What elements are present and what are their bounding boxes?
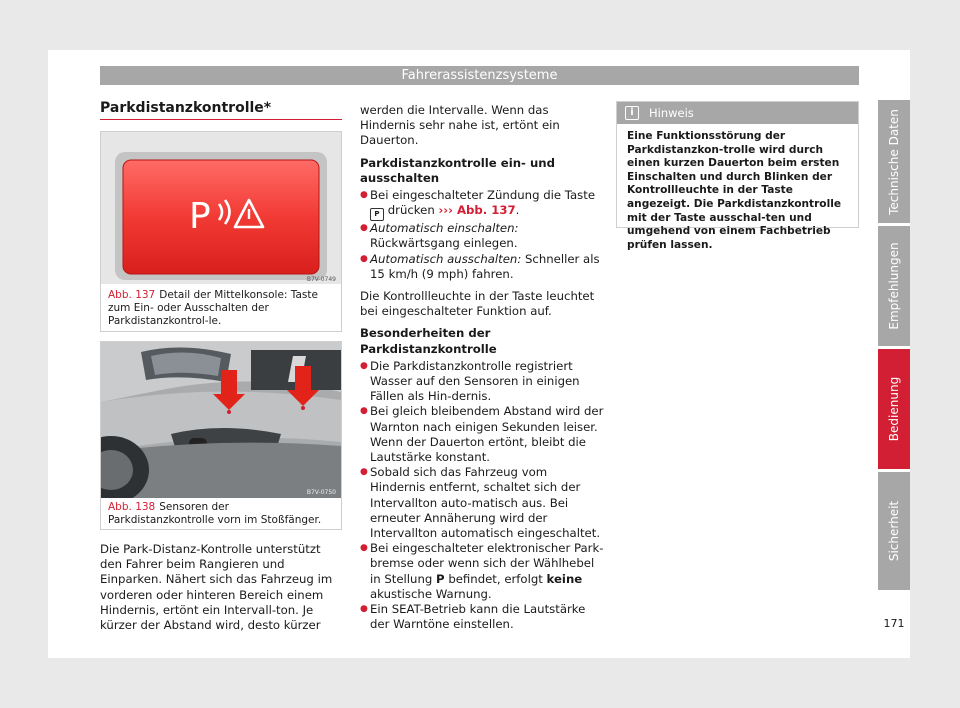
- bullet-item: ● Ein SEAT-Betrieb kann die Lautstärke der Warntöne einstellen.: [360, 602, 604, 632]
- note-box: [616, 101, 859, 251]
- note-header: [617, 102, 858, 124]
- paragraph: Die Kontrollleuchte in der Taste leuchtet bei eingeschalteter Funktion auf.: [360, 289, 595, 319]
- bullet-text: drücken: [387, 203, 435, 218]
- bullet-item: [360, 221, 604, 251]
- figure-caption: [108, 501, 333, 527]
- intro-paragraph: Die Park-Distanz-Kontrolle unterstützt den Fahrer beim Rangieren und Einparken. Nähert sich das Fahrzeug im vorderen oder hinteren Bereich einem Hindernis, ertönt ein Intervall-ton. Je kürzer der Abstand wird, desto kürzer: [100, 542, 333, 633]
- bullet-text: .: [515, 203, 520, 218]
- tab-label: Bedienung: [887, 376, 901, 442]
- bullet-item: ● Sobald sich das Fahrzeug vom Hindernis entfernt, schaltet sich der Intervallton auto-matisch aus. Bei erneuter Annäherung wird der Intervallton automatisch eingeschaltet.: [360, 465, 604, 541]
- tab-bedienung[interactable]: [878, 349, 910, 469]
- parking-button-illustration: [101, 132, 341, 284]
- parking-key-icon: P: [370, 208, 384, 221]
- tab-sicherheit[interactable]: [878, 472, 910, 590]
- tab-empfehlungen[interactable]: [878, 226, 910, 346]
- p-glyph: P: [189, 196, 211, 237]
- bullet-text: befindet, erfolgt: [448, 571, 543, 586]
- note-text: Eine Funktionsstörung der Parkdistanzkon-trolle wird durch einen kurzen Dauerton beim ersten Einschalten und durch Blinken der Kontrollleuchte in der Taste angezeigt. Die Parkdistanzkontrolle mit der Taste ausschal-ten und umgehend von einem Fachbetrieb prüfen lassen.: [627, 130, 842, 251]
- caption-text: Sensoren der Parkdistanzkontrolle vorn im Stoßfänger.: [108, 501, 322, 526]
- figure-code: B7V-0750: [306, 489, 336, 496]
- figure-caption: [108, 289, 333, 328]
- title-rule: [100, 119, 342, 120]
- bumper-illustration: [101, 342, 341, 498]
- figure-reference-link[interactable]: ››› Abb. 137: [438, 203, 516, 218]
- tab-technische-daten[interactable]: [878, 100, 910, 223]
- section-title: Parkdistanzkontrolle*: [100, 100, 272, 116]
- info-icon: i: [625, 106, 639, 120]
- bullet-label: Automatisch ausschalten:: [370, 251, 522, 266]
- bullet-text: akustische Warnung.: [370, 586, 492, 601]
- figure-code: B7V-0749: [306, 276, 336, 283]
- bullet-text: keine: [546, 571, 583, 586]
- bullet-item: [360, 188, 604, 221]
- heading-special-features: Besonderheiten der Parkdistanzkontrolle: [360, 326, 497, 356]
- figure-sensors: [100, 341, 342, 530]
- parking-button-image: [101, 132, 341, 284]
- figure-number: Abb. 137: [108, 289, 156, 301]
- caption-text: Detail der Mittelkonsole: Taste zum Ein- oder Ausschalten der Parkdistanzkontrol-le.: [108, 289, 318, 327]
- bumper-sensors-image: [101, 342, 341, 498]
- note-title: Hinweis: [649, 106, 694, 120]
- tab-label: Technische Daten: [887, 108, 901, 215]
- bullet-item: [360, 541, 604, 602]
- bullet-text: Schneller als 15 km/h (9 mph) fahren.: [370, 251, 600, 281]
- bullet-item: ● Die Parkdistanzkontrolle registriert Wasser auf den Sensoren in einigen Fällen als Hin-dernis.: [360, 359, 604, 405]
- bullet-text: Bei eingeschalteter elektronischer Park-bremse oder wenn sich der Wählhebel in Stellung: [370, 541, 604, 586]
- bullet-item: [360, 252, 604, 282]
- continued-paragraph: werden die Intervalle. Wenn das Hindernis sehr nahe ist, ertönt ein Dauerton.: [360, 103, 560, 148]
- figure-parking-button: [100, 131, 342, 332]
- bullet-item: ● Bei gleich bleibendem Abstand wird der Warnton nach einigen Sekunden leiser. Wenn der Dauerton ertönt, bleibt die Lautstärke konstant.: [360, 404, 604, 465]
- figure-number: Abb. 138: [108, 501, 156, 513]
- bullet-text: Rückwärtsgang einlegen.: [370, 236, 518, 251]
- chapter-header: Fahrerassistenzsysteme: [100, 66, 859, 85]
- page-number: 171: [883, 617, 905, 630]
- bullet-label: Automatisch einschalten:: [370, 221, 519, 236]
- tab-label: Sicherheit: [887, 500, 901, 562]
- bullet-text: Bei eingeschalteter Zündung die Taste: [370, 188, 596, 203]
- tab-label: Empfehlungen: [887, 242, 901, 330]
- bullet-text: P: [436, 571, 445, 586]
- main-column: [360, 103, 604, 633]
- heading-on-off: Parkdistanzkontrolle ein- und ausschalten: [360, 155, 555, 185]
